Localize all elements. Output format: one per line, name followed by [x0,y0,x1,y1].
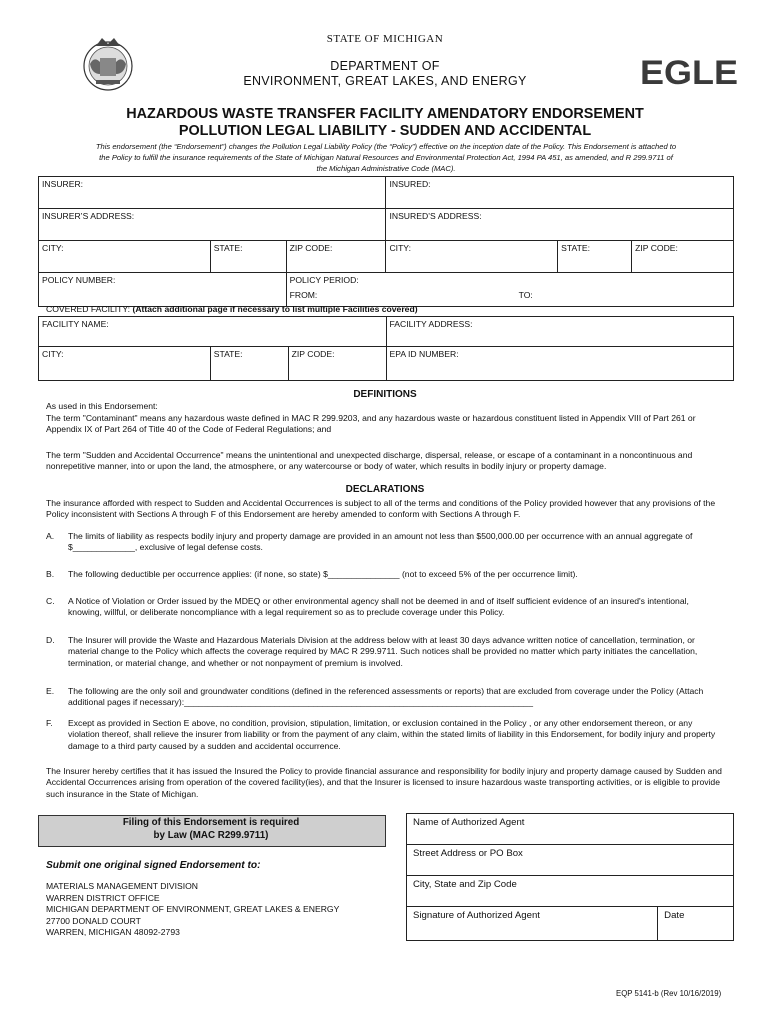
declarations-heading: DECLARATIONS [345,484,425,495]
item-a-letter: A. [46,531,55,541]
agent-signature-field[interactable] [407,907,658,941]
definition-contaminant: The term "Contaminant" means any hazardous waste defined in MAC R 299.9203, and any hazardous waste or hazardous constituent listed in Appendix VIII of Part 261 or Appendix IX of Part 264 of Title 40 of the Code of Federal Regulations; and [46,413,696,435]
filing-line-1: Filing of this Endorsement is required [122,817,300,828]
insurer-state-field[interactable] [210,241,286,273]
epa-id-field[interactable] [386,347,733,381]
address-line: MATERIALS MANAGEMENT DIVISION [46,881,199,891]
item-e-text: The following are the only soil and groundwater conditions (defined in the referenced assessments or reports) that are excluded from coverage under the Policy (Attach additional pages if necessary):_________________________________________________________________________ [68,686,704,708]
facility-address-field[interactable] [386,317,733,347]
insurer-field[interactable] [39,177,386,209]
agent-street-field[interactable] [407,845,734,876]
agent-city-field[interactable] [407,876,734,907]
filing-line-2: by Law (MAC R299.9711) [153,830,269,841]
submit-heading: Submit one original signed Endorsement to: [46,860,261,871]
definitions-heading: DEFINITIONS [353,389,417,400]
filing-notice [38,816,384,842]
facility-zip-field[interactable] [288,347,386,381]
intro-line-1: This endorsement (the “Endorsement”) changes the Pollution Legal Liability Policy (the “Policy”) effective on the inception date of the Policy. This Endorsement is attached to [95,142,677,151]
facility-state-field[interactable] [210,347,288,381]
mailing-address [46,881,339,939]
covered-facility-label: COVERED FACILITY: [46,304,131,314]
insured-address-field[interactable] [386,209,734,241]
insured-state-field[interactable] [558,241,632,273]
agent-date-label: Date [664,910,685,921]
facility-name-label: FACILITY NAME: [42,319,109,329]
egle-logo [640,56,738,86]
covered-facility-heading [46,304,418,314]
insurer-address-label: INSURER’S ADDRESS: [42,211,135,221]
title-line-2: POLLUTION LEGAL LIABILITY - SUDDEN AND ACCIDENTAL [178,123,592,139]
insured-field[interactable] [386,177,734,209]
city-label: CITY: [42,243,64,253]
form-number: EQP 5141-b (Rev 10/16/2019) [616,989,722,998]
insured-zip-field[interactable] [632,241,734,273]
policy-period-dates [290,290,730,300]
intro-line-2: the Policy to fulfill the insurance requirements of the State of Michigan Natural Resources and Environmental Protection Act, 1994 PA 451, as amended, and R 299.9711 of [99,153,673,162]
agent-date-field[interactable] [658,907,734,941]
address-line: WARREN, MICHIGAN 48092-2793 [46,927,180,938]
state-name: STATE OF MICHIGAN [326,33,444,45]
zip-label: ZIP CODE: [289,243,333,253]
definitions-lead: As used in this Endorsement: [46,401,158,411]
item-d-letter: D. [46,635,55,645]
insurer-label: INSURER: [42,179,84,189]
agent-table [406,813,734,941]
address-line: MICHIGAN DEPARTMENT OF ENVIRONMENT, GREAT LAKES & ENERGY [46,904,340,915]
facility-city-field[interactable] [39,347,211,381]
agent-name-field[interactable] [407,814,734,845]
insured-city-field[interactable] [386,241,558,273]
covered-facility-note: (Attach additional page if necessary to list multiple Facilities covered) [132,304,418,314]
intro-line-3: the Michigan Administrative Code (MAC). [316,164,456,173]
item-d-text: The Insurer will provide the Waste and Hazardous Materials Division at the address below with at least 30 days advance written notice of cancellation, termination, or material change to the Policy which affects the coverage required by MAC R 299.9711. Such notices shall be provided no matter which party initiates the cancellation, termination, or material change, and whether or not nonpayment of premium is involved. [68,635,698,668]
insurer-zip-field[interactable] [286,241,386,273]
item-a-text: The limits of liability as respects bodily injury and property damage are provided in an amount not less than $500,000.00 per occurrence with an annual aggregate of $_____________, exclusive of legal defense costs. [68,531,693,553]
form-title [0,106,770,140]
declarations-lead: The insurance afforded with respect to Sudden and Accidental Occurrences is subject to all of the terms and conditions of the Policy provided however that any provisions of the Policy inconsistent with Sections A through F of this Endorsement are hereby amended to conform with Sections A through F. [46,498,716,520]
insured-address-label: INSURED’S ADDRESS: [389,211,482,221]
item-b-letter: B. [46,569,55,579]
facility-address-label: FACILITY ADDRESS: [389,319,473,329]
item-c-letter: C. [46,596,55,606]
to-label: TO: [518,290,533,300]
insurer-city-field[interactable] [39,241,211,273]
definition-occurrence: The term "Sudden and Accidental Occurrence" means the unintentional and unexpected discharge, dispersal, release, or escape of a contaminant in a noncontinuous and nonrepetitive manner, into or upon the land, the atmosphere, or any watercourse or body of water, which results in bodily injury or property damage. [46,450,693,472]
policy-number-label: POLICY NUMBER: [42,275,116,285]
item-c-text: A Notice of Violation or Order issued by the MDEQ or other environmental agency shall not be deemed in and of itself sufficient evidence of an insured's intentional, knowing, willful, or deliberate noncompliance with a legal requirement so as to preclude coverage under this Policy. [68,596,689,618]
from-label: FROM: [289,290,318,300]
item-f-letter: F. [46,718,53,728]
state-label: STATE: [213,243,243,253]
policy-period-label: POLICY PERIOD: [289,275,359,285]
insured-label: INSURED: [389,179,431,189]
title-line-1: HAZARDOUS WASTE TRANSFER FACILITY AMENDATORY ENDORSEMENT [126,106,644,122]
agent-name-label: Name of Authorized Agent [413,817,525,828]
state-label: STATE: [213,349,243,359]
policy-period-field[interactable] [286,273,733,307]
city-label: CITY: [389,243,411,253]
zip-label: ZIP CODE: [291,349,335,359]
department-line-1: DEPARTMENT OF [330,59,440,73]
facility-name-field[interactable] [39,317,387,347]
agent-city-label: City, State and Zip Code [413,879,517,890]
egle-logo-text: EGLE [640,56,738,86]
item-e-letter: E. [46,686,55,696]
zip-label: ZIP CODE: [635,243,678,253]
department-line-2: ENVIRONMENT, GREAT LAKES, AND ENERGY [243,74,527,88]
state-label: STATE: [561,243,590,253]
address-line: WARREN DISTRICT OFFICE [46,892,160,903]
certification-paragraph: The Insurer hereby certifies that it has issued the Insured the Policy to provide financial assurance and responsibility for bodily injury and property damage caused by Sudden and Accidental Occurrences arising from operation of the covered facility(ies), and that the Insurer is licensed to insure hazardous waste transporting activities, or is eligible to provide such insurance in the State of Michigan. [46,766,722,799]
epa-id-label: EPA ID NUMBER: [389,349,459,359]
item-f-text: Except as provided in Section E above, no condition, provision, stipulation, limitation, or exclusion contained in the Policy , or any other endorsement thereon, or any violation thereof, shall relieve the insurer from liability or from the payment of any claim, within the stated limits of liability in this Endorsement, for bodily injury and property damage to a third party caused by a sudden and accidental occurrence. [68,718,716,751]
policy-number-field[interactable] [39,273,287,307]
item-b-text: The following deductible per occurrence applies: (if none, so state) $_______________ (not to exceed 5% of the per occurrence limit). [68,569,578,579]
facility-table [38,316,734,381]
address-line: 27700 DONALD COURT [46,915,141,926]
insurer-table [38,176,734,307]
city-label: CITY: [42,349,64,359]
agent-signature-label: Signature of Authorized Agent [413,910,540,921]
agent-street-label: Street Address or PO Box [413,848,523,859]
intro-paragraph [46,141,726,174]
insurer-address-field[interactable] [39,209,386,241]
